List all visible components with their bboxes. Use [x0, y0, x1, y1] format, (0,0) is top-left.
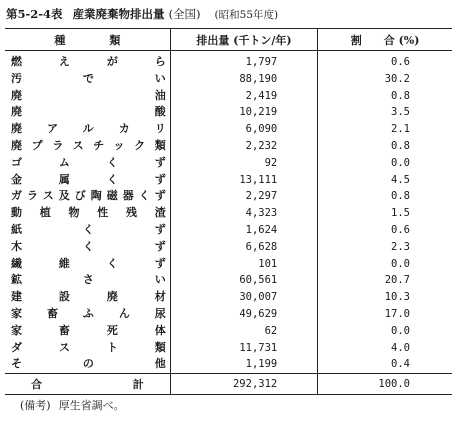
row-kind: 廃酸	[11, 105, 166, 119]
row-kind: その他	[11, 357, 166, 371]
row-share: 0.6	[391, 223, 410, 236]
table-row	[5, 88, 452, 105]
row-kind: 廃油	[11, 88, 166, 102]
row-share: 30.2	[384, 72, 410, 85]
table-row	[5, 289, 452, 306]
row-amount: 11,731	[170, 340, 317, 357]
header-amount: 排出量 (千トン/年)	[170, 29, 317, 51]
row-kind: 動植物性残渣	[11, 206, 166, 220]
row-share: 20.7	[384, 274, 410, 287]
row-kind: 廃プラスチック類	[11, 138, 166, 152]
table-row	[5, 155, 452, 172]
table-era: (昭和55年度)	[214, 9, 279, 21]
row-share: 0.8	[391, 139, 410, 152]
table-row	[5, 239, 452, 256]
row-kind: 家畜ふん尿	[11, 306, 166, 320]
row-kind: 家畜死体	[11, 323, 166, 337]
total-share: 100.0	[318, 374, 452, 395]
row-amount: 13,111	[170, 172, 317, 189]
table-row	[5, 188, 452, 205]
table-row	[5, 356, 452, 373]
row-amount: 101	[170, 256, 317, 273]
table-row	[5, 71, 452, 88]
row-share: 10.3	[384, 291, 410, 304]
table-row	[5, 51, 452, 71]
row-share: 4.0	[391, 341, 410, 354]
row-kind: 木くず	[11, 239, 166, 253]
waste-table	[5, 28, 452, 395]
row-amount: 88,190	[170, 71, 317, 88]
row-share: 0.0	[391, 257, 410, 270]
row-share: 3.5	[391, 106, 410, 119]
note	[20, 398, 125, 414]
table-row	[5, 306, 452, 323]
row-kind: 鉱さい	[11, 273, 166, 287]
table-row	[5, 222, 452, 239]
table-scope: (全国)	[168, 7, 201, 21]
row-share: 0.0	[391, 324, 410, 337]
row-share: 0.8	[391, 89, 410, 102]
table-row	[5, 138, 452, 155]
row-share: 0.6	[391, 56, 410, 68]
table-body	[5, 51, 452, 374]
header-share: 割 合 (%)	[318, 29, 452, 51]
note-tag: (備考)	[20, 399, 51, 412]
row-amount: 2,232	[170, 138, 317, 155]
row-amount: 1,797	[170, 51, 317, 71]
row-share: 0.8	[391, 190, 410, 203]
row-kind: 汚でい	[11, 71, 166, 85]
row-amount: 49,629	[170, 306, 317, 323]
row-share: 2.3	[391, 240, 410, 253]
row-kind: 繊維くず	[11, 256, 166, 270]
row-share: 4.5	[391, 173, 410, 186]
total-label: 合計	[5, 374, 170, 395]
table-row	[5, 323, 452, 340]
row-amount: 92	[170, 155, 317, 172]
row-kind: 廃アルカリ	[11, 122, 166, 136]
row-share: 0.0	[391, 156, 410, 169]
note-text: 厚生省調べ。	[58, 399, 125, 412]
table-row	[5, 340, 452, 357]
table-row	[5, 256, 452, 273]
row-amount: 6,628	[170, 239, 317, 256]
row-amount: 30,007	[170, 289, 317, 306]
table-caption: 産業廃棄物排出量	[72, 7, 165, 21]
row-amount: 10,219	[170, 104, 317, 121]
table-number: 第5-2-4表	[6, 7, 63, 21]
row-share: 17.0	[384, 307, 410, 320]
total-amount: 292,312	[170, 374, 317, 395]
table-row	[5, 205, 452, 222]
row-kind: 金属くず	[11, 172, 166, 186]
row-amount: 62	[170, 323, 317, 340]
table-row	[5, 104, 452, 121]
total-row	[5, 374, 452, 395]
row-amount: 6,090	[170, 121, 317, 138]
row-kind: ダスト類	[11, 340, 166, 354]
row-kind: 建設廃材	[11, 290, 166, 304]
row-amount: 2,297	[170, 188, 317, 205]
header-row	[5, 29, 452, 51]
row-kind: 燃えがら	[11, 55, 166, 68]
row-amount: 2,419	[170, 88, 317, 105]
row-kind: ゴムくず	[11, 155, 166, 169]
row-amount: 4,323	[170, 205, 317, 222]
table-row	[5, 272, 452, 289]
row-amount: 60,561	[170, 272, 317, 289]
row-amount: 1,624	[170, 222, 317, 239]
row-amount: 1,199	[170, 356, 317, 373]
row-kind: ガラス及び陶磁器くず	[11, 189, 166, 203]
table-row	[5, 172, 452, 189]
row-share: 2.1	[391, 123, 410, 136]
table-row	[5, 121, 452, 138]
row-share: 1.5	[391, 207, 410, 220]
row-share: 0.4	[391, 358, 410, 371]
table-title	[6, 6, 456, 22]
header-kind: 種 類	[5, 29, 170, 51]
row-kind: 紙くず	[11, 222, 166, 236]
